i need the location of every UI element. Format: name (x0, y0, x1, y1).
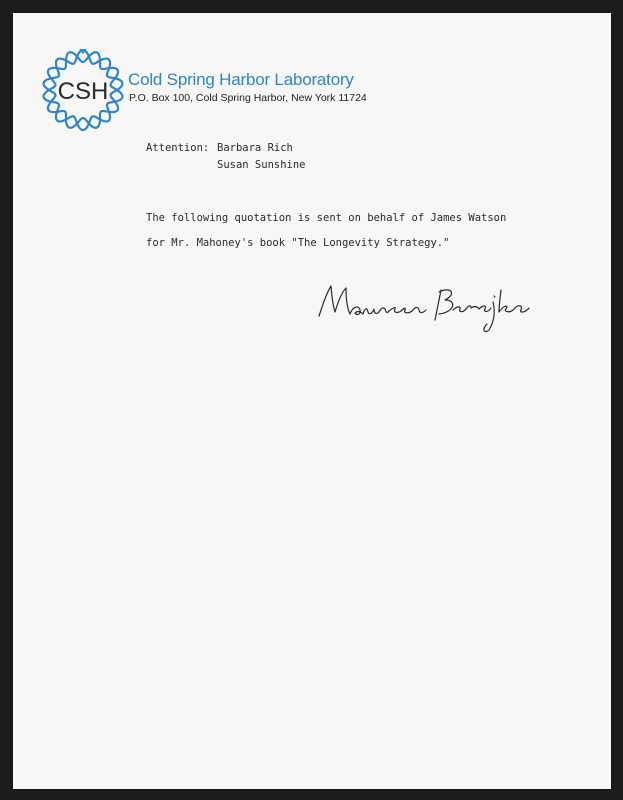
letter-page (13, 13, 611, 789)
attention-label: Attention: (146, 142, 210, 154)
organization-name: Cold Spring Harbor Laboratory (128, 70, 354, 89)
handwritten-signature (313, 276, 538, 336)
attention-name-1: Barbara Rich (217, 142, 293, 154)
body-line-1: The following quotation is sent on behalf of James Watson (146, 212, 507, 224)
attention-name-2: Susan Sunshine (217, 159, 306, 171)
csh-logo-icon (40, 47, 126, 133)
organization-address: P.O. Box 100, Cold Spring Harbor, New York 11724 (129, 92, 367, 104)
logo-text: CSH (57, 78, 109, 105)
body-line-2: for Mr. Mahoney's book "The Longevity Strategy." (146, 237, 450, 249)
